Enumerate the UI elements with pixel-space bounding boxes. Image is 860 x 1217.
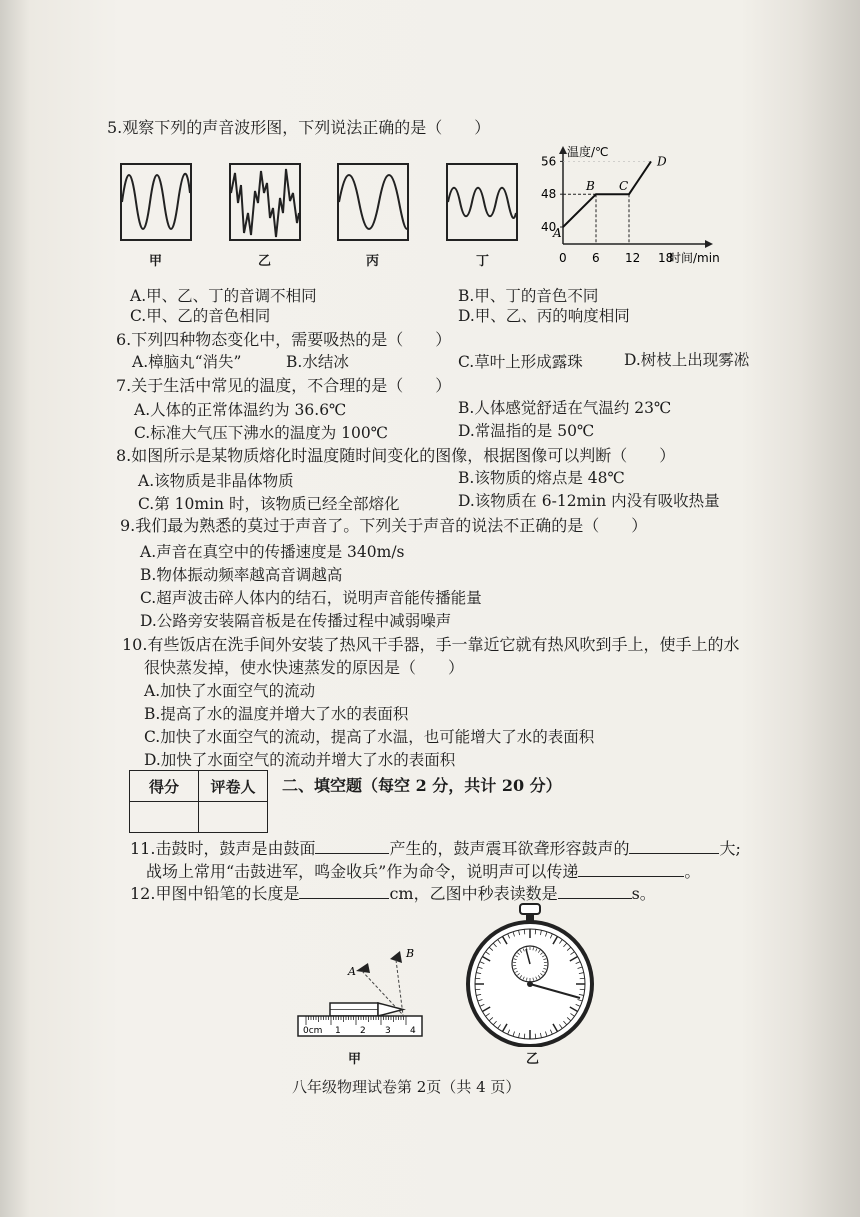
wave-label-ding: 丁 bbox=[476, 254, 490, 269]
ruler-tick-2: 2 bbox=[360, 1026, 366, 1036]
waveform-yi bbox=[229, 163, 301, 241]
stopwatch-tick bbox=[580, 978, 585, 979]
graph-x-label: 时间/min bbox=[669, 251, 720, 265]
stopwatch-tick bbox=[475, 978, 480, 979]
q11-line2 bbox=[146, 860, 700, 882]
q12-text-1: 12.甲图中铅笔的长度是 bbox=[130, 884, 300, 903]
stopwatch-figure bbox=[460, 902, 600, 1047]
graph-axes bbox=[559, 146, 713, 248]
q7-option-c: C.标准大气压下沸水的温度为 100℃ bbox=[134, 424, 389, 442]
melting-curve bbox=[563, 161, 651, 227]
score-table bbox=[129, 770, 268, 833]
point-label-a: A bbox=[553, 226, 562, 240]
q10-stem-line2: 很快蒸发掉，使水快速蒸发的原因是（ ） bbox=[144, 658, 465, 677]
stopwatch-tick bbox=[580, 989, 585, 990]
q8-option-c: C.第 10min 时，该物质已经全部熔化 bbox=[138, 495, 400, 513]
q8-option-b: B.该物质的熔点是 48℃ bbox=[458, 469, 625, 487]
stopwatch-tick bbox=[524, 1034, 525, 1039]
q6-option-b: B.水结冰 bbox=[286, 353, 349, 371]
graph-labels bbox=[552, 154, 667, 240]
stopwatch-tick bbox=[535, 1034, 536, 1039]
q11-blank-1[interactable] bbox=[315, 837, 389, 854]
q11-text-2: 产生的，鼓声震耳欲聋形容鼓声的 bbox=[389, 839, 630, 858]
graph-y-arrow bbox=[559, 146, 567, 154]
q5-option-b: B.甲、丁的音色不同 bbox=[458, 287, 599, 305]
score-cell[interactable] bbox=[130, 802, 199, 833]
point-label-c: C bbox=[619, 179, 629, 194]
x-tick-label: 12 bbox=[625, 251, 641, 265]
q11-blank-2[interactable] bbox=[629, 837, 719, 854]
q10-option-a: A.加快了水面空气的流动 bbox=[144, 682, 316, 700]
q10-option-b: B.提高了水的温度并增大了水的表面积 bbox=[144, 705, 409, 723]
q11-text-4: 战场上常用“击鼓进军，鸣金收兵”作为命令，说明声可以传递 bbox=[146, 862, 579, 881]
q11-text-5: 。 bbox=[684, 862, 701, 881]
q9-stem: 9.我们最为熟悉的莫过于声音了。下列关于声音的说法不正确的是（ ） bbox=[120, 516, 648, 535]
figure-label-jia: 甲 bbox=[348, 1052, 362, 1067]
q6-option-a: A.樟脑丸“消失” bbox=[132, 353, 242, 371]
q11-line1 bbox=[130, 837, 741, 859]
q9-option-b: B.物体振动频率越高音调越高 bbox=[140, 566, 343, 584]
figure-label-yi: 乙 bbox=[526, 1052, 540, 1067]
q9-option-a: A.声音在真空中的传播速度是 340m/s bbox=[140, 543, 405, 561]
point-label-d: D bbox=[657, 154, 667, 169]
page-footer: 八年级物理试卷第 2页（共 4 页） bbox=[292, 1078, 521, 1096]
q7-option-d: D.常温指的是 50℃ bbox=[458, 422, 595, 440]
score-header: 得分 bbox=[130, 771, 199, 802]
q6-option-c: C.草叶上形成露珠 bbox=[458, 353, 583, 371]
ruler-pencil-figure bbox=[290, 945, 430, 1040]
ruler-tick-4: 4 bbox=[410, 1026, 416, 1036]
waveform-bing bbox=[337, 163, 409, 241]
wave-label-bing: 丙 bbox=[366, 254, 380, 269]
q5-stem: 5.观察下列的声音波形图，下列说法正确的是（ ） bbox=[107, 118, 491, 137]
graph-ticks bbox=[541, 144, 720, 265]
y-tick-label: 40 bbox=[541, 220, 557, 234]
stopwatch-crown bbox=[520, 904, 540, 914]
ruler-tick-0: 0cm bbox=[303, 1026, 323, 1036]
wave-label-yi: 乙 bbox=[258, 254, 272, 269]
y-tick-label: 48 bbox=[541, 187, 557, 202]
q10-option-d: D.加快了水面空气的流动并增大了水的表面积 bbox=[144, 751, 456, 769]
eye-a-label: A bbox=[348, 965, 356, 978]
section-2-title: 二、填空题（每空 2 分，共计 20 分） bbox=[282, 776, 562, 795]
x-tick-label: 6 bbox=[592, 251, 600, 265]
grader-header: 评卷人 bbox=[199, 771, 268, 802]
q10-stem-line1: 10.有些饭店在洗手间外安装了热风干手器，手一靠近它就有热风吹到手上，使手上的水 bbox=[122, 635, 740, 654]
q5-option-d: D.甲、乙、丙的响度相同 bbox=[458, 307, 630, 325]
q11-text-3: 大; bbox=[719, 839, 741, 858]
q12-text-3: s。 bbox=[631, 884, 656, 903]
q12-text-2: cm，乙图中秒表读数是 bbox=[389, 884, 558, 903]
pencil-tip bbox=[378, 1003, 403, 1016]
q7-option-b: B.人体感觉舒适在气温约 23℃ bbox=[458, 399, 672, 417]
temperature-time-graph bbox=[535, 142, 735, 277]
wave-label-jia: 甲 bbox=[149, 254, 163, 269]
x-tick-label: 18 bbox=[658, 251, 674, 265]
waveform-jia bbox=[120, 163, 192, 241]
grader-cell[interactable] bbox=[199, 802, 268, 833]
ruler-tick-1: 1 bbox=[335, 1026, 341, 1036]
graph-y-label: 温度/℃ bbox=[567, 145, 609, 159]
q8-option-a: A.该物质是非晶体物质 bbox=[138, 472, 294, 490]
q11-text-1: 11.击鼓时，鼓声是由鼓面 bbox=[130, 839, 316, 858]
graph-x-arrow bbox=[705, 240, 713, 248]
q5-option-c: C.甲、乙的音色相同 bbox=[130, 307, 271, 325]
q11-blank-3[interactable] bbox=[578, 860, 684, 877]
ruler-tick-3: 3 bbox=[385, 1026, 391, 1036]
stopwatch-tick bbox=[524, 929, 525, 934]
q12-line bbox=[130, 882, 656, 904]
graph-line bbox=[563, 161, 651, 244]
q7-option-a: A.人体的正常体温约为 36.6℃ bbox=[134, 401, 347, 419]
stopwatch-tick bbox=[535, 929, 536, 934]
stopwatch-tick bbox=[475, 989, 480, 990]
q8-option-d: D.该物质在 6-12min 内没有吸收热量 bbox=[458, 492, 720, 510]
q10-option-c: C.加快了水面空气的流动，提高了水温，也可能增大了水的表面积 bbox=[144, 728, 595, 746]
q12-blank-1[interactable] bbox=[299, 882, 389, 899]
y-tick-label: 56 bbox=[541, 154, 557, 169]
q6-option-d: D.树枝上出现雾凇 bbox=[624, 351, 750, 369]
q6-stem: 6.下列四种物态变化中，需要吸热的是（ ） bbox=[116, 330, 452, 349]
q9-option-d: D.公路旁安装隔音板是在传播过程中减弱噪声 bbox=[140, 612, 452, 630]
q9-option-c: C.超声波击碎人体内的结石，说明声音能传播能量 bbox=[140, 589, 482, 607]
q7-stem: 7.关于生活中常见的温度，不合理的是（ ） bbox=[116, 376, 452, 395]
x-tick-label: 0 bbox=[559, 251, 567, 265]
q8-stem: 8.如图所示是某物质熔化时温度随时间变化的图像，根据图像可以判断（ ） bbox=[116, 446, 676, 465]
waveform-ding bbox=[446, 163, 518, 241]
eye-b-label: B bbox=[406, 947, 415, 960]
q12-blank-2[interactable] bbox=[558, 882, 632, 899]
q5-option-a: A.甲、乙、丁的音调不相同 bbox=[130, 287, 317, 305]
point-label-b: B bbox=[586, 179, 595, 194]
